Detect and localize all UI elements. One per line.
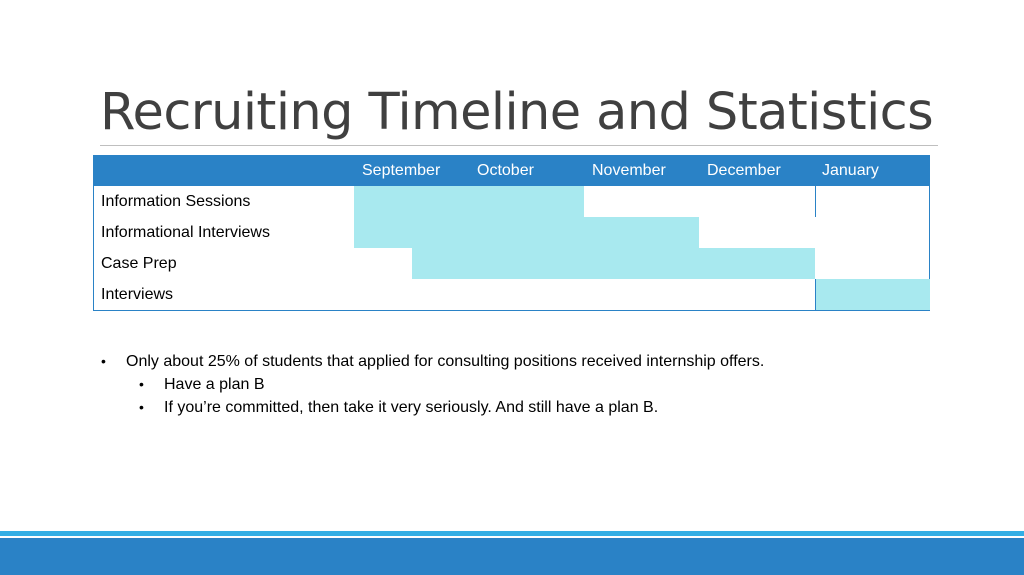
- month-january: January: [822, 162, 879, 179]
- month-september: September: [362, 162, 441, 179]
- table-cell-border: [815, 186, 816, 217]
- table-border-left: [93, 186, 94, 311]
- timeline-row-information-sessions: [93, 186, 930, 217]
- month-december: December: [707, 162, 781, 179]
- timeline-row-informational-interviews: [93, 217, 930, 248]
- sub-bullet-item: [100, 396, 960, 419]
- bullet-text: If you’re committed, then take it very seriously. And still have a plan B.: [164, 399, 659, 416]
- slide-title: Recruiting Timeline and Statistics: [100, 83, 934, 142]
- row-label: Information Sessions: [101, 193, 251, 210]
- bullet-dot-icon: •: [101, 353, 106, 369]
- timeline-bar: [815, 279, 930, 310]
- timeline-header-row: [93, 155, 930, 186]
- bullet-dot-icon: •: [139, 376, 144, 392]
- row-label: Informational Interviews: [101, 224, 270, 241]
- timeline-bar: [412, 248, 815, 279]
- timeline-row-interviews: [93, 279, 930, 310]
- timeline-row-case-prep: [93, 248, 930, 279]
- footer-band: [0, 538, 1024, 575]
- recruiting-timeline-table: [93, 155, 930, 311]
- month-october: October: [477, 162, 534, 179]
- timeline-bar: [354, 217, 699, 248]
- bullet-item: [100, 350, 960, 373]
- timeline-bar: [354, 186, 584, 217]
- bullet-text: Only about 25% of students that applied for consulting positions received internship offers.: [126, 353, 765, 370]
- month-november: November: [592, 162, 666, 179]
- bullet-dot-icon: •: [139, 399, 144, 415]
- bullet-text: Have a plan B: [164, 376, 265, 393]
- table-cell-border: [929, 186, 930, 279]
- row-label: Interviews: [101, 286, 174, 303]
- bullet-list: [100, 350, 960, 419]
- title-divider: [100, 145, 938, 146]
- row-label: Case Prep: [101, 255, 177, 272]
- table-cell-border: [815, 279, 816, 310]
- sub-bullet-item: [100, 373, 960, 396]
- table-border-bottom: [93, 310, 930, 311]
